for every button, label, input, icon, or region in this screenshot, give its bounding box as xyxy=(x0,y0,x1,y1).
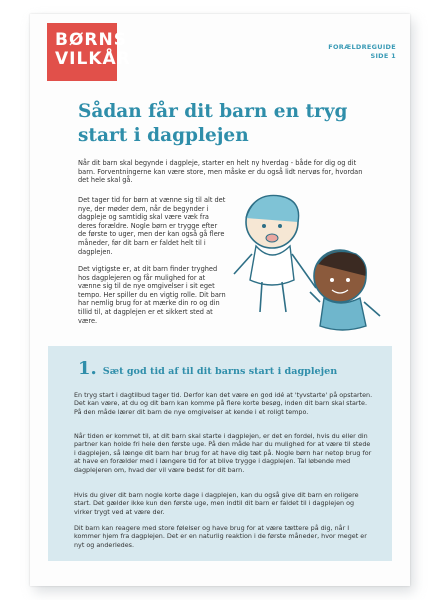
section-paragraph-4: Dit barn kan reagere med store følelser og have brug for at være tættere på dig, når I kommer hjem fra dagplejen. Det er en naturlig reaktion i de første måneder, hvor meget er nyt og anderledes. xyxy=(74,524,367,549)
section-title: Sæt god tid af til dit barns start i dagplejen xyxy=(102,366,338,377)
section-paragraph-1: En tryg start i dagtilbud tager tid. Derfor kan det være en god idé at 'tyvstarte' på opstarten. Det kan være, at du og dit barn kan komme på flere korte besøg, inden dit barn skal starte. På den måde lærer dit barn de nye omgivelser at kende i et roligt tempo. xyxy=(74,391,373,416)
page-number: SIDE 1 xyxy=(370,52,396,60)
children-illustration-icon xyxy=(220,184,390,334)
section-paragraph-3: Hvis du giver dit barn nogle korte dage i dagplejen, kan du også give dit barn en roligere start. Det gælder ikke kun den første uge, men indtil dit barn er faldet til i dagplejen og virker trygt ved at være der. xyxy=(74,491,359,516)
page-title: Sådan får dit barn en tryg start i dagplejen xyxy=(78,101,348,146)
logo-line-1: BØRNS xyxy=(55,30,127,50)
section-paragraph-2: Når tiden er kommet til, at dit barn skal starte i dagplejen, er det en fordel, hvis du eller din partner kan holde fri hele den første uge. På den måde har du mulighed for at være til stede i dagplejen, så længe dit barn har brug for at have dig tæt på. Nogle børn har netop brug for at have en forælder med i længere tid for at blive trygge i dagplejen. Tal løbende med dagplejeren om, hvad der vil være bedst for dit barn. xyxy=(74,432,372,474)
brand-logo xyxy=(47,23,131,81)
body-paragraph-2: Det vigtigste er, at dit barn finder tryghed hos dagplejeren og får mulighed for at vænne sig til de nye omgivelser i sit eget tempo. Her spiller du en vigtig rolle. Dit barn har nemlig brug for at mærke din ro og din tillid til, at dagplejen er et sikkert sted at være. xyxy=(78,265,226,325)
section-box xyxy=(48,346,392,561)
guide-label xyxy=(328,43,396,61)
boy-figure-icon xyxy=(310,250,380,330)
girl-figure-icon xyxy=(234,195,316,312)
body-paragraph-1: Det tager tid for børn at vænne sig til alt det nye, der møder dem, når de begynder i dagpleje og samtidig skal være væk fra deres forældre. Nogle børn er trygge efter de første to uger, men der kan også gå flere måneder, før dit barn er faldet helt til i dagplejen. xyxy=(78,196,226,256)
intro-paragraph: Når dit barn skal begynde i dagpleje, starter en helt ny hverdag - både for dig og dit barn. Forventningerne kan være store, men måske er du også lidt nervøs for, hvordan det hele skal gå. xyxy=(78,159,363,185)
logo-line-2: VILKÅR xyxy=(55,49,131,69)
guide-title: FORÆLDREGUIDE xyxy=(328,43,396,51)
section-number: 1. xyxy=(78,358,97,379)
document-page xyxy=(30,14,410,586)
section-heading xyxy=(78,358,378,379)
